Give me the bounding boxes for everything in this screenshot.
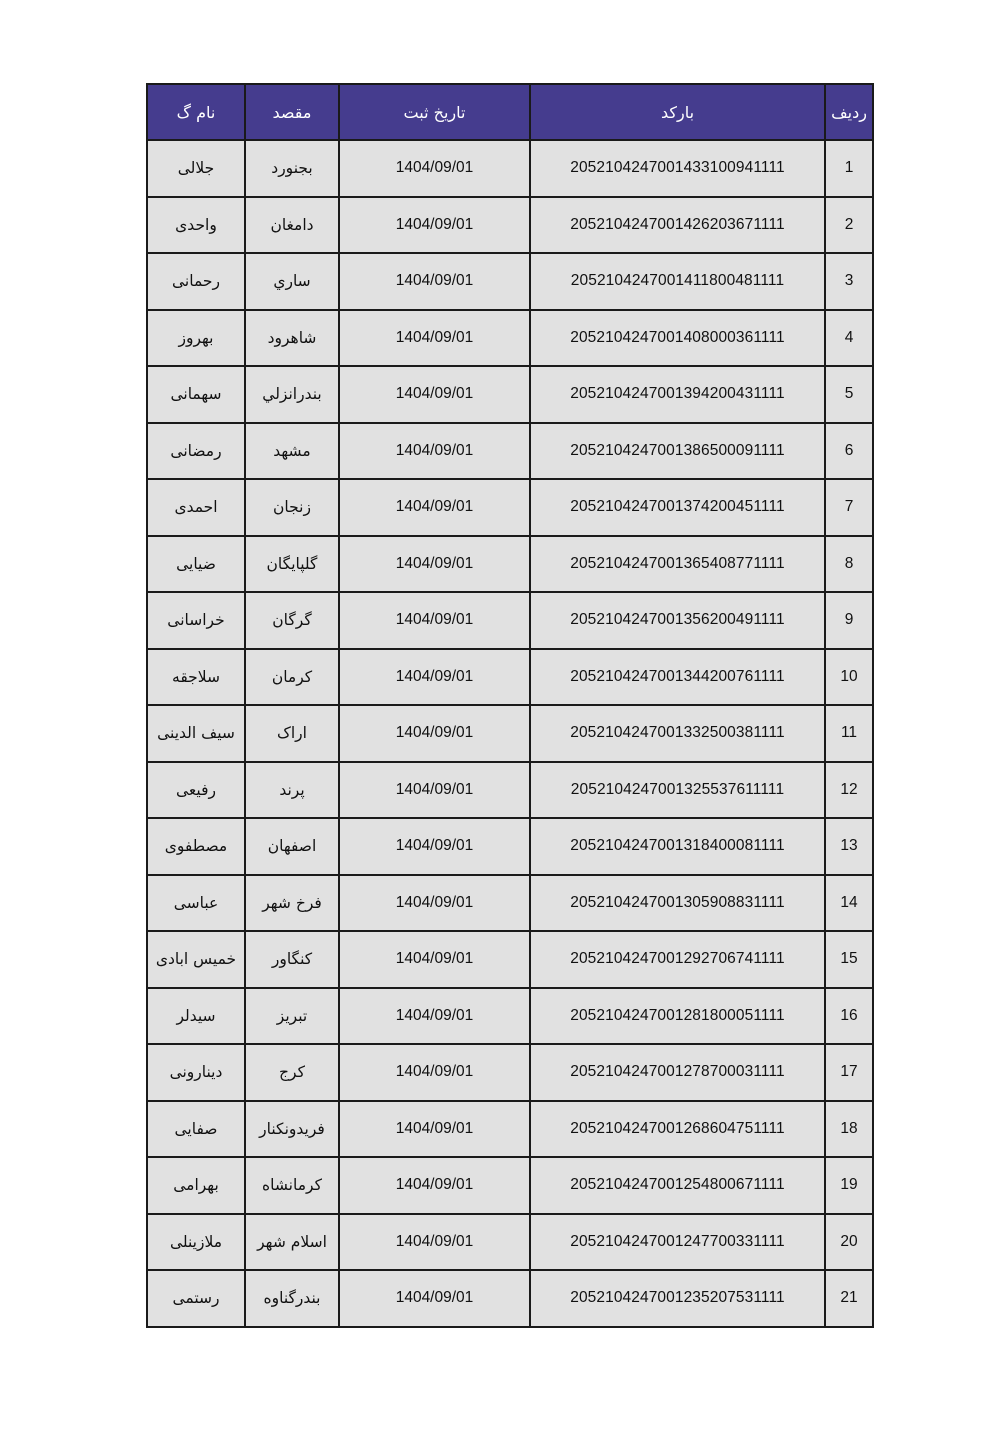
table-row [147, 423, 873, 480]
cell-destination: کرمانشاه [245, 1157, 339, 1214]
cell-destination: گرگان [245, 592, 339, 649]
cell-name: احمدی [147, 479, 245, 536]
cell-destination: بندرگناوه [245, 1270, 339, 1327]
table-row [147, 592, 873, 649]
cell-barcode: 2052104247001426203671111 [530, 197, 825, 254]
cell-barcode: 2052104247001325537611111 [530, 762, 825, 819]
cell-date: 1404/09/01 [339, 197, 530, 254]
cell-row-number: 15 [825, 931, 873, 988]
cell-destination: تبریز [245, 988, 339, 1045]
cell-date: 1404/09/01 [339, 536, 530, 593]
cell-destination: دامغان [245, 197, 339, 254]
cell-date: 1404/09/01 [339, 140, 530, 197]
cell-barcode: 2052104247001344200761111 [530, 649, 825, 706]
cell-barcode: 2052104247001386500091111 [530, 423, 825, 480]
table-row [147, 818, 873, 875]
cell-name: سهمانی [147, 366, 245, 423]
cell-row-number: 11 [825, 705, 873, 762]
table-row [147, 366, 873, 423]
cell-destination: فرخ شهر [245, 875, 339, 932]
cell-row-number: 21 [825, 1270, 873, 1327]
cell-barcode: 2052104247001394200431111 [530, 366, 825, 423]
cell-row-number: 14 [825, 875, 873, 932]
table-row [147, 762, 873, 819]
cell-date: 1404/09/01 [339, 1157, 530, 1214]
cell-date: 1404/09/01 [339, 479, 530, 536]
header-date: تاریخ ثبت [339, 84, 530, 140]
cell-date: 1404/09/01 [339, 705, 530, 762]
cell-name: رفیعی [147, 762, 245, 819]
cell-destination: بجنورد [245, 140, 339, 197]
cell-row-number: 8 [825, 536, 873, 593]
table-row [147, 310, 873, 367]
cell-name: ملازینلی [147, 1214, 245, 1271]
cell-date: 1404/09/01 [339, 649, 530, 706]
cell-destination: مشهد [245, 423, 339, 480]
cell-name: مصطفوی [147, 818, 245, 875]
cell-barcode: 2052104247001374200451111 [530, 479, 825, 536]
cell-barcode: 2052104247001278700031111 [530, 1044, 825, 1101]
cell-barcode: 2052104247001235207531111 [530, 1270, 825, 1327]
cell-date: 1404/09/01 [339, 423, 530, 480]
cell-row-number: 17 [825, 1044, 873, 1101]
table-row [147, 931, 873, 988]
cell-barcode: 2052104247001408000361111 [530, 310, 825, 367]
header-row-number: ردیف [825, 84, 873, 140]
cell-destination: زنجان [245, 479, 339, 536]
shipments-sheet [146, 83, 872, 1328]
cell-name: خمیس ابادی [147, 931, 245, 988]
cell-name: صفایی [147, 1101, 245, 1158]
cell-destination: کرج [245, 1044, 339, 1101]
cell-date: 1404/09/01 [339, 366, 530, 423]
cell-name: رحمانی [147, 253, 245, 310]
cell-destination: شاهرود [245, 310, 339, 367]
cell-date: 1404/09/01 [339, 762, 530, 819]
cell-row-number: 1 [825, 140, 873, 197]
cell-name: سلاجقه [147, 649, 245, 706]
cell-name: بهرامی [147, 1157, 245, 1214]
table-body [147, 140, 873, 1327]
cell-name: سیف الدینی [147, 705, 245, 762]
cell-name: ضیایی [147, 536, 245, 593]
header-barcode: بارکد [530, 84, 825, 140]
cell-row-number: 18 [825, 1101, 873, 1158]
cell-row-number: 9 [825, 592, 873, 649]
cell-name: رمضانی [147, 423, 245, 480]
table-row [147, 649, 873, 706]
cell-date: 1404/09/01 [339, 875, 530, 932]
cell-name: خراسانی [147, 592, 245, 649]
table-row [147, 197, 873, 254]
cell-barcode: 2052104247001254800671111 [530, 1157, 825, 1214]
table-row [147, 1214, 873, 1271]
table-row [147, 140, 873, 197]
table-row [147, 1157, 873, 1214]
table-row [147, 1044, 873, 1101]
cell-barcode: 2052104247001292706741111 [530, 931, 825, 988]
cell-name: واحدی [147, 197, 245, 254]
cell-name: بهروز [147, 310, 245, 367]
cell-destination: کنگاور [245, 931, 339, 988]
cell-name: جلالی [147, 140, 245, 197]
cell-name: دینارونی [147, 1044, 245, 1101]
table-row [147, 479, 873, 536]
table-row [147, 705, 873, 762]
cell-row-number: 19 [825, 1157, 873, 1214]
table-row [147, 1101, 873, 1158]
cell-row-number: 6 [825, 423, 873, 480]
table-row [147, 536, 873, 593]
cell-destination: اصفهان [245, 818, 339, 875]
header-destination: مقصد [245, 84, 339, 140]
cell-destination: پرند [245, 762, 339, 819]
cell-destination: فریدونکنار [245, 1101, 339, 1158]
header-row [147, 84, 873, 140]
cell-destination: بندرانزلي [245, 366, 339, 423]
header-name: نام گ [147, 84, 245, 140]
cell-barcode: 2052104247001365408771111 [530, 536, 825, 593]
cell-date: 1404/09/01 [339, 931, 530, 988]
cell-date: 1404/09/01 [339, 1044, 530, 1101]
cell-name: سیدلر [147, 988, 245, 1045]
cell-date: 1404/09/01 [339, 988, 530, 1045]
shipments-table [146, 83, 874, 1328]
cell-date: 1404/09/01 [339, 1270, 530, 1327]
cell-row-number: 16 [825, 988, 873, 1045]
cell-name: رستمی [147, 1270, 245, 1327]
cell-row-number: 7 [825, 479, 873, 536]
cell-row-number: 2 [825, 197, 873, 254]
cell-destination: اسلام شهر [245, 1214, 339, 1271]
table-row [147, 253, 873, 310]
cell-barcode: 2052104247001332500381111 [530, 705, 825, 762]
cell-destination: کرمان [245, 649, 339, 706]
cell-date: 1404/09/01 [339, 1101, 530, 1158]
cell-name: عباسی [147, 875, 245, 932]
cell-row-number: 13 [825, 818, 873, 875]
cell-row-number: 4 [825, 310, 873, 367]
cell-barcode: 2052104247001356200491111 [530, 592, 825, 649]
cell-row-number: 20 [825, 1214, 873, 1271]
table-row [147, 988, 873, 1045]
cell-barcode: 2052104247001433100941111 [530, 140, 825, 197]
cell-date: 1404/09/01 [339, 253, 530, 310]
cell-destination: گلپایگان [245, 536, 339, 593]
cell-destination: ساري [245, 253, 339, 310]
cell-row-number: 10 [825, 649, 873, 706]
cell-barcode: 2052104247001318400081111 [530, 818, 825, 875]
table-row [147, 1270, 873, 1327]
cell-date: 1404/09/01 [339, 310, 530, 367]
cell-date: 1404/09/01 [339, 592, 530, 649]
cell-row-number: 12 [825, 762, 873, 819]
cell-barcode: 2052104247001268604751111 [530, 1101, 825, 1158]
cell-barcode: 2052104247001411800481111 [530, 253, 825, 310]
cell-barcode: 2052104247001305908831111 [530, 875, 825, 932]
cell-row-number: 5 [825, 366, 873, 423]
cell-date: 1404/09/01 [339, 1214, 530, 1271]
cell-destination: اراک [245, 705, 339, 762]
cell-date: 1404/09/01 [339, 818, 530, 875]
table-row [147, 875, 873, 932]
cell-barcode: 2052104247001247700331111 [530, 1214, 825, 1271]
cell-row-number: 3 [825, 253, 873, 310]
cell-barcode: 2052104247001281800051111 [530, 988, 825, 1045]
